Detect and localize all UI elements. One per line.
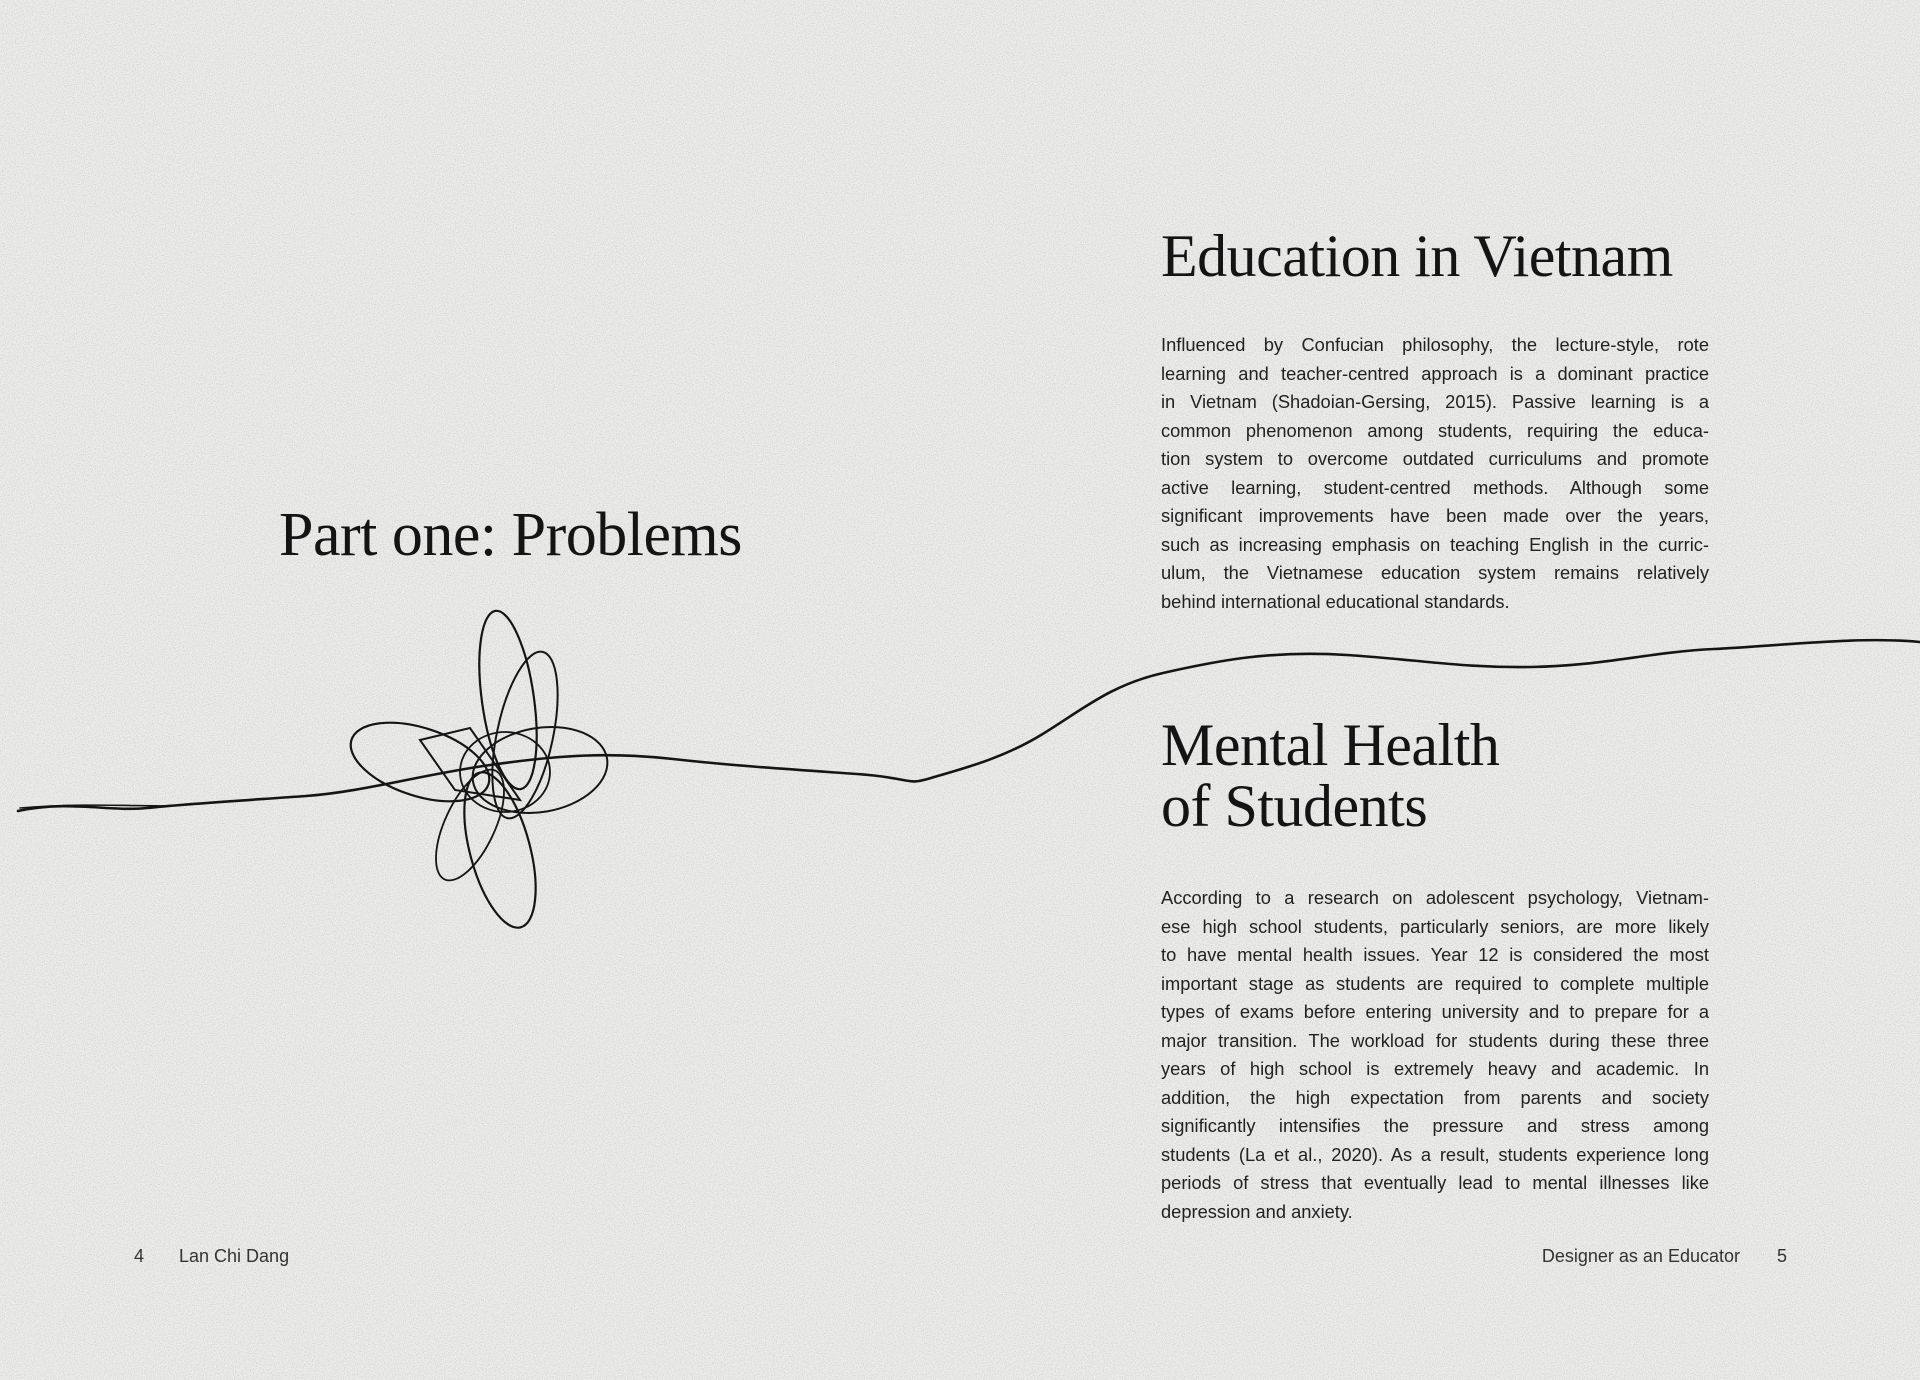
title-line: Mental Health xyxy=(1161,712,1500,778)
text-line: addition, the high expectation from parents and society xyxy=(1161,1086,1709,1108)
text-line: years of high school is extremely heavy and academic. In xyxy=(1161,1058,1709,1079)
title-line: of Students xyxy=(1161,773,1428,839)
author-name: Lan Chi Dang xyxy=(179,1246,290,1266)
section-title-mental-health xyxy=(1161,712,1500,839)
text-line: significant improvements have been made over the years, xyxy=(1161,505,1709,526)
text-line: in Vietnam (Shadoian-Gersing, 2015). Passive learning is a xyxy=(1161,391,1709,412)
text-line: According to a research on adolescent psychology, Vietnam- xyxy=(1161,887,1709,908)
left-page-number: 4 xyxy=(134,1246,145,1266)
text-line: ulum, the Vietnamese education system remains relatively xyxy=(1161,562,1709,583)
education-paragraph xyxy=(1161,331,1709,616)
text-line: behind international educational standards. xyxy=(1161,590,1510,612)
text-line: students (La et al., 2020). As a result, students experience long xyxy=(1161,1143,1709,1165)
text-line: Influenced by Confucian philosophy, the lecture-style, rote xyxy=(1161,334,1709,355)
text-line: important stage as students are required to complete multiple xyxy=(1161,972,1709,994)
text-line: tion system to overcome outdated curriculums and promote xyxy=(1161,448,1709,469)
mental-health-paragraph xyxy=(1161,884,1709,1226)
text-line: major transition. The workload for students during these three xyxy=(1161,1029,1709,1051)
text-line: ese high school students, particularly seniors, are more likely xyxy=(1161,915,1709,937)
text-line: learning and teacher-centred approach is a dominant practice xyxy=(1161,362,1709,384)
text-line: such as increasing emphasis on teaching English in the curric- xyxy=(1161,533,1709,555)
running-title: Designer as an Educator xyxy=(1541,1246,1740,1266)
text-line: depression and anxiety. xyxy=(1161,1200,1353,1222)
text-line: active learning, student-centred methods. Although some xyxy=(1161,476,1709,498)
text-line: types of exams before entering university and to prepare for a xyxy=(1161,1001,1709,1022)
text-line: significantly intensifies the pressure and stress among xyxy=(1161,1115,1709,1136)
part-title: Part one: Problems xyxy=(279,501,742,569)
section-title-education: Education in Vietnam xyxy=(1161,223,1673,289)
text-line: periods of stress that eventually lead to mental illnesses like xyxy=(1161,1172,1709,1193)
text-line: common phenomenon among students, requiring the educa- xyxy=(1161,419,1709,441)
text-line: to have mental health issues. Year 12 is considered the most xyxy=(1161,944,1709,965)
right-page-number: 5 xyxy=(1777,1246,1788,1266)
